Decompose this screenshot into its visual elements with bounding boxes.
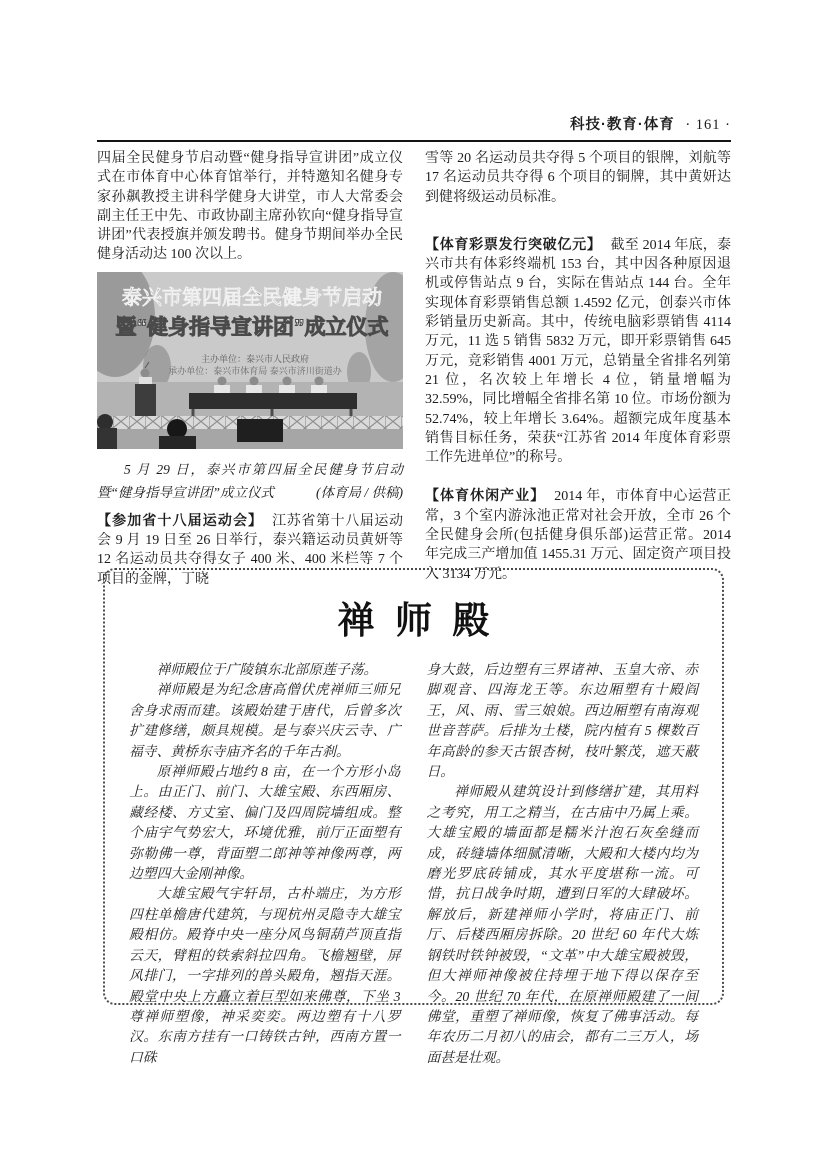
- box-right-column: [427, 660, 699, 1068]
- page-header: [570, 113, 731, 134]
- header-section-title: 科技·教育·体育: [570, 117, 675, 133]
- box-left-column: [129, 660, 401, 1068]
- entry-text: 截至 2014 年底，泰兴市共有体彩终端机 153 台，其中因各种原因退机或停售站点 9 台，实际在售站点 144 台。全年实现体育彩票销售总额 1.4592 亿元，创泰兴市体彩销量历史新高。其中，传统电脑彩票销售 4114 万元，11 选 5 销售 5832 万元，即开彩票销售 645 万元，竞彩销售 4001 万元，总销量全省排名列第 21 位，名次较上年增长 4 位，销量增幅为 32.59%，同比增幅全省排名第 10 位。市场份额为 52.74%，较上年增长 3.64%。超额完成年度基本销售目标任务，荣获“江苏省 2014 年度体育彩票工作先进单位”的称号。: [425, 237, 732, 466]
- left-column: [97, 149, 403, 589]
- two-column-text: [97, 149, 731, 589]
- right-column: [425, 149, 731, 589]
- event-photo-illustration: [97, 272, 403, 449]
- feature-box-title: 禅师殿: [337, 601, 510, 642]
- paragraph: 身大鼓，后边塑有三界诸神、玉皇大帝、赤脚观音、四海龙王等。东边厢塑有十殿阎王，风、雨、雪三娘娘。西边厢塑有南海观世音菩萨。后排为土楼，院内植有 5 棵数百年高龄的参天古银杏树，枝叶繁茂，遮天蔽日。: [426, 662, 698, 780]
- feature-box-columns: [129, 660, 698, 1068]
- banner-title-line2: 暨“健身指导宣讲团”成立仪式: [115, 315, 389, 339]
- caption-text: 5 月 29 日，泰兴市第四届全民健身节启动暨“健身指导宣讲团”成立仪式: [97, 461, 403, 500]
- event-photo: [97, 272, 403, 449]
- header-page-number: · 161 ·: [685, 117, 731, 133]
- entry-sports-lottery: [425, 235, 731, 468]
- entry-title: 【参加省十八届运动会】: [97, 511, 264, 528]
- paragraph-continuation: 四届全民健身节启动暨“健身指导宣讲团”成立仪式在市体育中心体育馆举行，并特邀知名健身专家孙飙教授主讲科学健身大讲堂，市人大常委会副主任王中先、市政协副主席孙钦向“健身指导宣讲团”代表授旗并颁发聘书。健身节期间举办全民健身活动达 100 次以上。: [97, 151, 403, 263]
- paragraph-continuation: 雪等 20 名运动员共夺得 5 个项目的银牌，刘航等 17 名运动员共夺得 6 个项目的铜牌，其中黄妍达到健将级运动员标准。: [425, 151, 731, 205]
- stage-table: [189, 393, 357, 409]
- paragraph: 原禅师殿占地约 8 亩，在一个方形小岛上。由正门、前门、大雄宝殿、东西厢房、藏经楼、方丈室、偏门及四周院墙组成。整个庙宇气势宏大，环境优雅，前厅正面塑有弥勒佛一尊，背面塑二郎神等神像两尊，两边塑四大金刚神像。: [129, 764, 401, 882]
- photo-caption: [97, 458, 403, 504]
- paragraph: 禅师殿从建筑设计到修缮扩建，其用料之考究，用工之精当，在古庙中乃属上乘。大雄宝殿的墙面都是糯米汁泡石灰垒缝而成，砖缝墙体细腻清晰，大殿和大楼内均为磨光罗底砖铺成，其水平度堪称一流。可惜，抗日战争时期，遭到日军的大肆破坏。解放后，新建禅师小学时，将庙正门、前厅、后楼西厢房拆除。20 世纪 60 年代大炼钢铁时铁钟被毁，“文革”中大雄宝殿被毁，但大禅师神像被住持埋于地下得以保存至今。20 世纪 70 年代，在原禅师殿建了一间佛堂，重塑了禅师像，恢复了佛事活动。每年农历二月初八的庙会，都有二三万人，场面甚是壮观。: [426, 784, 698, 1065]
- banner-organizer-line1: 主办单位：泰兴市人民政府: [200, 353, 310, 364]
- entry-title: 【体育彩票发行突破亿元】: [425, 235, 602, 252]
- banner-title-line1: 泰兴市第四届全民健身节启动: [122, 286, 382, 309]
- entry-text: 2014 年，市体育中心运营正常，3 个室内游泳池正常对社会开放，全市 26 个全民健身会所(包括健身俱乐部)运营正常。2014 年完成三产增加值 1455.31 万元、固定资产项目投入 3134 万元。: [425, 489, 732, 582]
- header-rule: [97, 140, 731, 142]
- feature-box: [103, 568, 724, 1065]
- entry-title: 【体育休闲产业】: [425, 487, 546, 504]
- paragraph: 禅师殿是为纪念唐高僧伏虎禅师三师兄舍身求雨而建。该殿始建于唐代，后曾多次扩建修缮，颇具规模。是与泰兴庆云寺、广福寺、黄桥东寺庙齐名的千年古刹。: [129, 682, 401, 759]
- banner-organizer-line2: 承办单位：泰兴市体育局 泰兴市济川街道办: [168, 365, 342, 376]
- paragraph: 禅师殿位于广陵镇东北部原莲子荡。: [156, 662, 378, 677]
- caption-credit: (体育局 / 供稿): [316, 484, 403, 500]
- equipment-case: [237, 419, 283, 442]
- entry-text: 江苏省第十八届运动会 9 月 19 日至 26 日举行，泰兴籍运动员黄妍等 12 名运动员共夺得女子 400 米、400 米栏等 7 个项目的金牌，丁晓: [97, 513, 404, 587]
- paragraph: 大雄宝殿气宇轩昂，古朴端庄，为方形四柱单檐唐代建筑，与现杭州灵隐寺大雄宝殿相仿。殿脊中央一座分风鸟铜葫芦顶直指云天，臂粗的铁索斜拉四角。飞檐翘壁，屏风排门，一字排列的兽头殿角，翘指天涯。殿堂中央上方矗立着巨型如来佛尊，下坐 3 尊禅师塑像，神采奕奕。两边塑有十八罗汉。东南方挂有一口铸铁古钟，西南方置一口硃: [129, 886, 401, 1065]
